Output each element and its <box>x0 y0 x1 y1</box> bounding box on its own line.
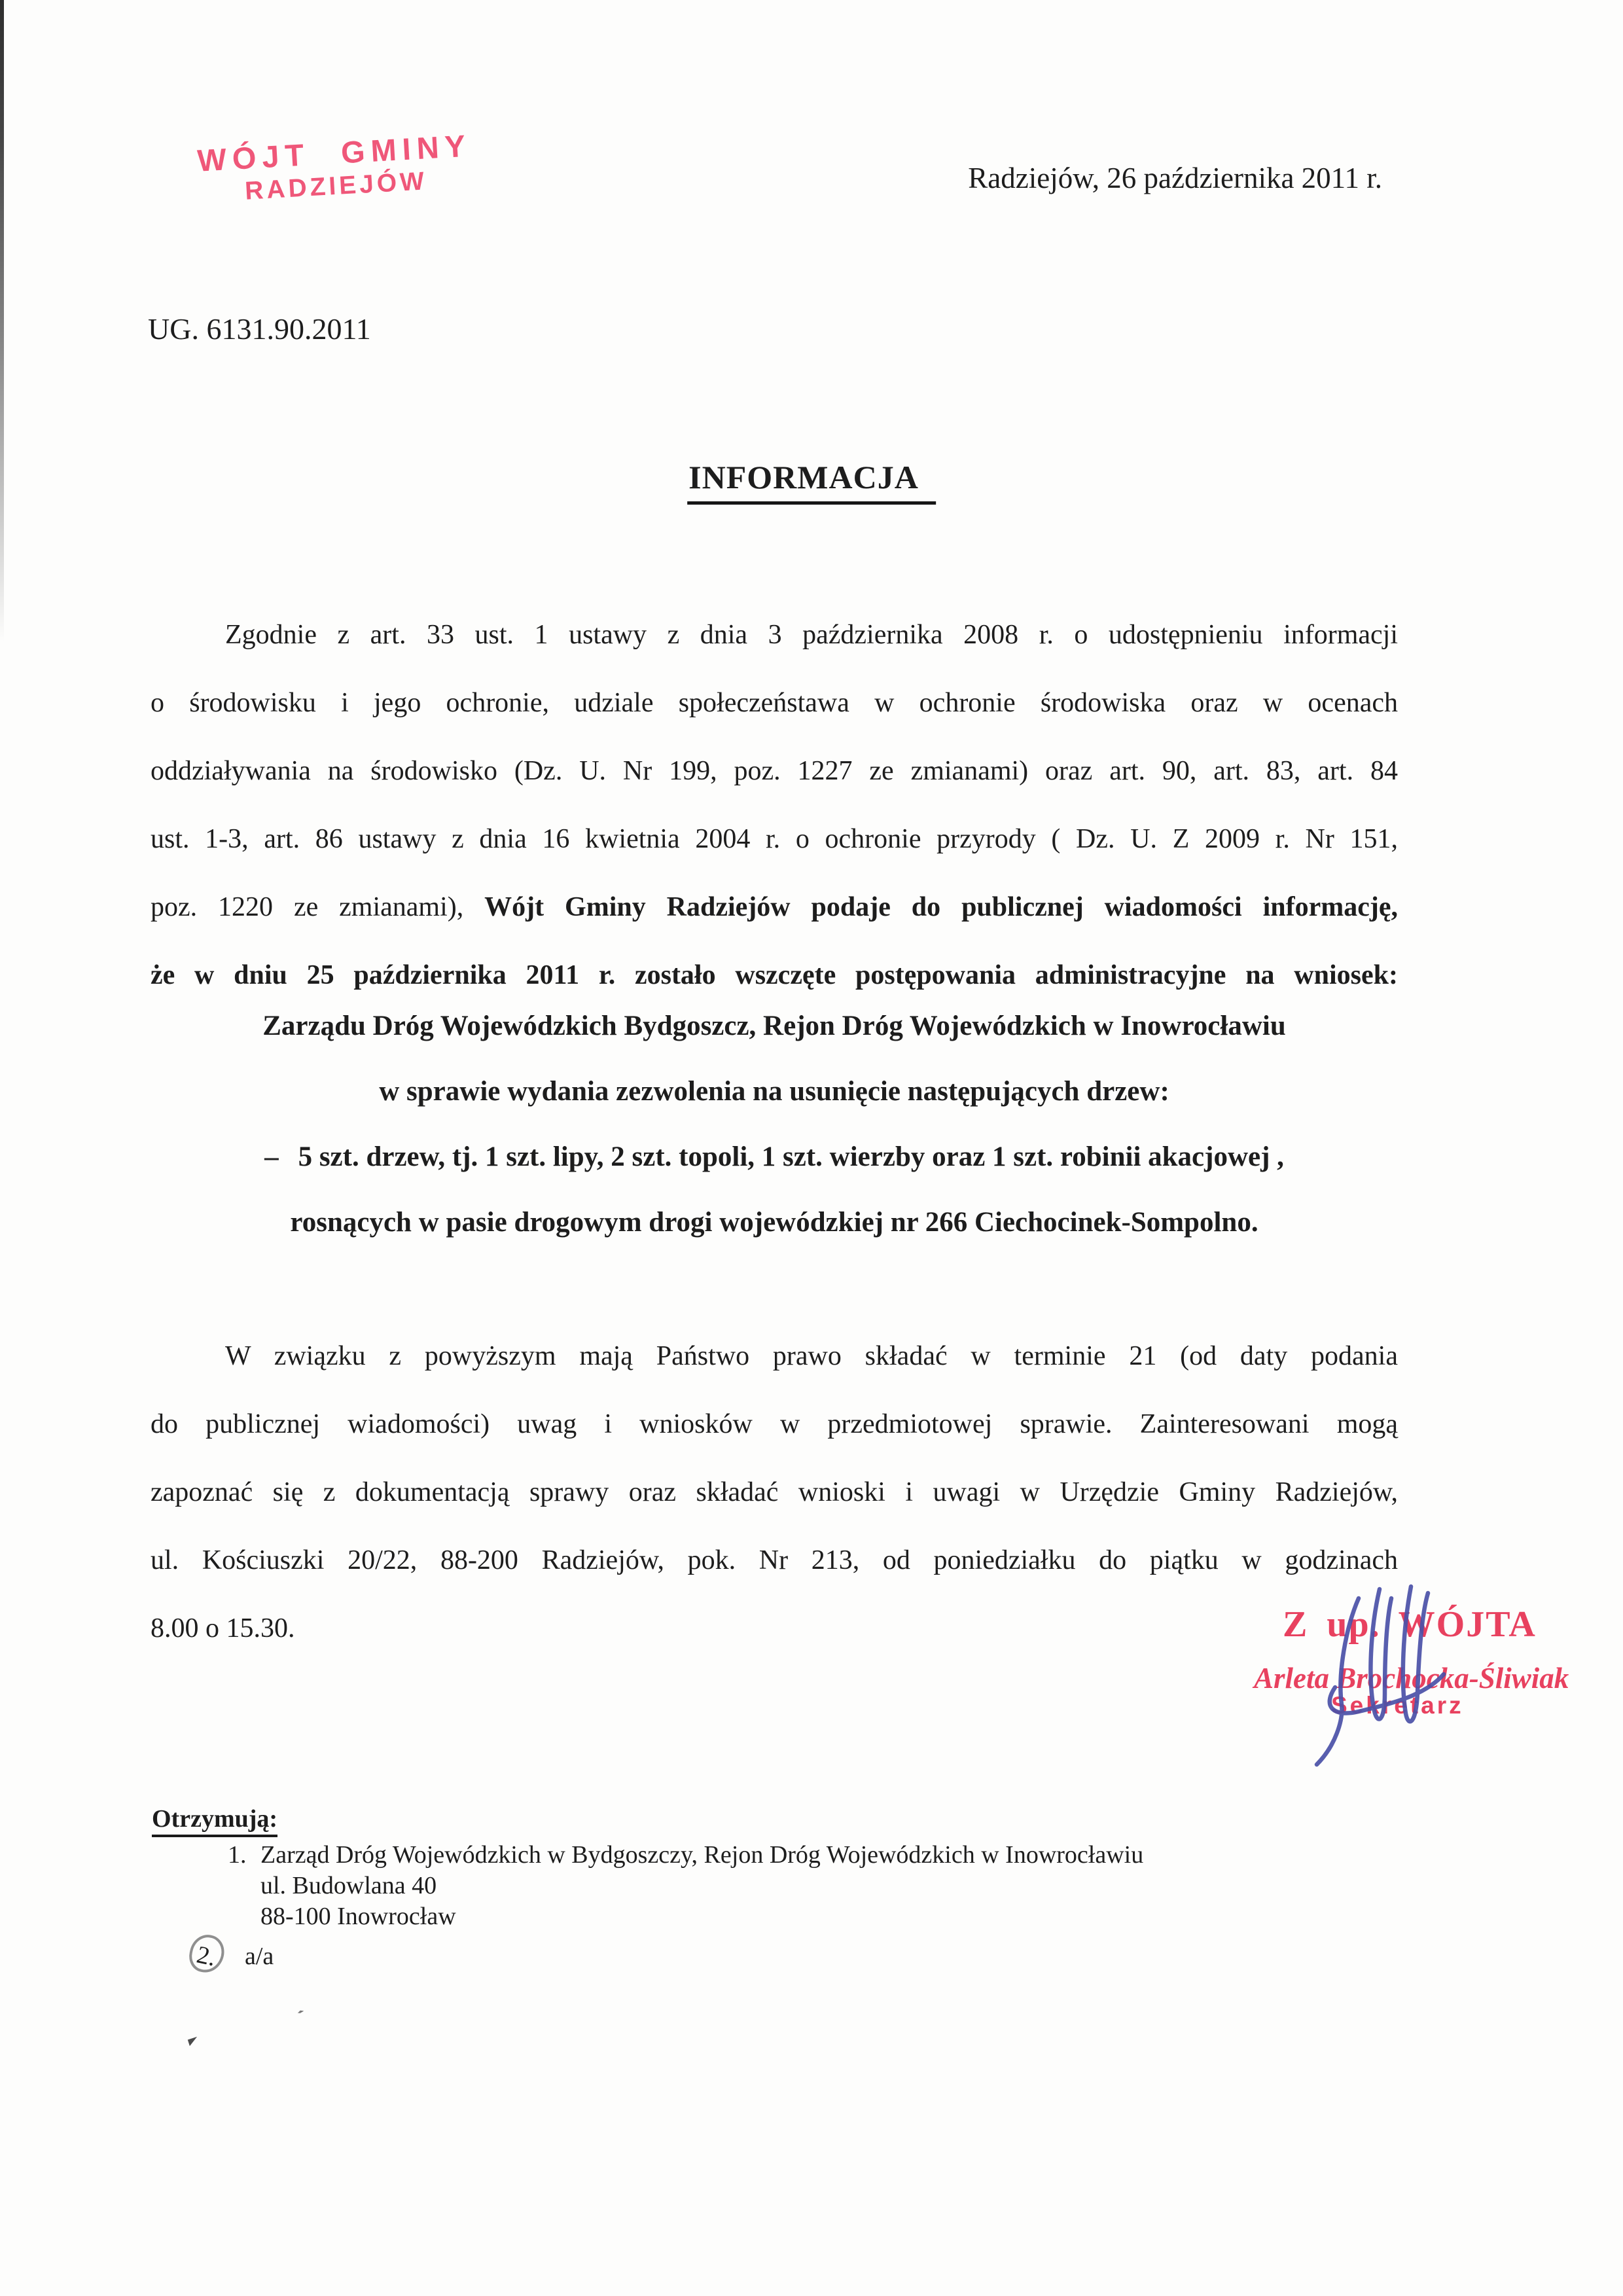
closing-line: W związku z powyższym mają Państwo prawo składać w terminie 21 (od daty podania <box>225 1341 1398 1371</box>
closing-line: zapoznać się z dokumentacją sprawy oraz składać wnioski i uwagi w Urzędzie Gminy Radziejów, <box>151 1477 1398 1507</box>
document-title-text: INFORMACJA <box>687 459 936 505</box>
distribution-item-2 <box>190 1935 1143 1973</box>
signature-name-stamp: Arleta Brochocka-Śliwiak <box>1254 1662 1569 1695</box>
place-and-date: Radziejów, 26 października 2011 r. <box>968 162 1382 194</box>
stamp-office-name: WÓJT GMINY <box>196 128 473 178</box>
distribution-item-1-address-street: ul. Budowlana 40 <box>260 1872 437 1899</box>
item-number: 1. <box>228 1841 247 1869</box>
signature-stroke <box>1317 1598 1359 1765</box>
signature-stroke <box>1403 1587 1428 1721</box>
document-title <box>687 458 936 496</box>
hand-circled-item-number: 2. <box>187 1931 228 1976</box>
scan-artifact-ticks: ´´ <box>294 2006 300 2029</box>
intro-line: że w dniu 25 października 2011 r. zostało wszczęte postępowania administracyjne na wniosek: <box>151 960 1398 990</box>
request-tree-item <box>151 1124 1398 1190</box>
closing-line: ul. Kościuszki 20/22, 88-200 Radziejów, pok. Nr 213, od poniedziałku do piątku w godzinach <box>151 1545 1398 1575</box>
closing-paragraph <box>151 1322 1398 1662</box>
closing-line: do publicznej wiadomości) uwag i wniosków w przedmiotowej sprawie. Zainteresowani mogą <box>151 1409 1398 1439</box>
list-dash: – <box>264 1141 279 1172</box>
item-text: a/a <box>245 1943 274 1970</box>
closing-line: 8.00 o 15.30. <box>151 1613 295 1643</box>
intro-paragraph <box>151 601 1398 1009</box>
distribution-item-1-address-city: 88-100 Inowrocław <box>260 1903 456 1930</box>
request-applicant: Zarządu Dróg Wojewódzkich Bydgoszcz, Rejon Dróg Wojewódzkich w Inowrocławiu <box>262 1011 1286 1041</box>
scan-edge-artifact <box>0 0 4 641</box>
intro-line: Zgodnie z art. 33 ust. 1 ustawy z dnia 3 października 2008 r. o udostępnieniu informacji <box>225 620 1398 650</box>
request-block <box>151 994 1398 1255</box>
intro-line: o środowisku i jego ochronie, udziale społeczeństawa w ochronie środowiska oraz w ocenach <box>151 688 1398 718</box>
distribution-heading-text: Otrzymują: <box>152 1805 277 1837</box>
intro-line-regular-part: poz. 1220 ze zmianami), <box>151 892 485 922</box>
intro-line: oddziaływania na środowisko (Dz. U. Nr 199, poz. 1227 ze zmianami) oraz art. 90, art. 83, art. 84 <box>151 756 1398 786</box>
signature-stroke <box>1370 1589 1391 1719</box>
distribution-list <box>148 1804 1143 1973</box>
intro-line: ust. 1-3, art. 86 ustawy z dnia 16 kwietnia 2004 r. o ochronie przyrody ( Dz. U. Z 2009 r. Nr 151, <box>151 824 1398 854</box>
item-text: Zarząd Dróg Wojewódzkich w Bydgoszczy, Rejon Dróg Wojewódzkich w Inowrocławiu <box>260 1841 1144 1869</box>
intro-line-bold-part: Wójt Gminy Radziejów podaje do publicznej wiadomości informację, <box>484 892 1398 922</box>
request-location: rosnących w pasie drogowym drogi wojewódzkiej nr 266 Ciechocinek-Sompolno. <box>290 1207 1258 1238</box>
intro-line <box>151 873 1398 941</box>
request-subject: w sprawie wydania zezwolenia na usunięcie następujących drzew: <box>379 1076 1169 1107</box>
handwritten-signature-ink <box>1296 1583 1466 1779</box>
distribution-heading <box>152 1804 1143 1835</box>
scan-artifact-mark <box>188 2037 199 2046</box>
signature-authorization-stamp: Z up. WÓJTA <box>1283 1604 1537 1645</box>
signature-role-stamp: Sekretarz <box>1331 1692 1464 1719</box>
request-tree-item-text: 5 szt. drzew, tj. 1 szt. lipy, 2 szt. topoli, 1 szt. wierzby oraz 1 szt. robinii akacjowej , <box>298 1141 1284 1172</box>
sender-office-stamp <box>177 126 494 210</box>
stamp-office-town: RADZIEJÓW <box>244 167 429 206</box>
reference-number: UG. 6131.90.2011 <box>148 312 371 346</box>
distribution-item-1 <box>228 1840 1143 1871</box>
